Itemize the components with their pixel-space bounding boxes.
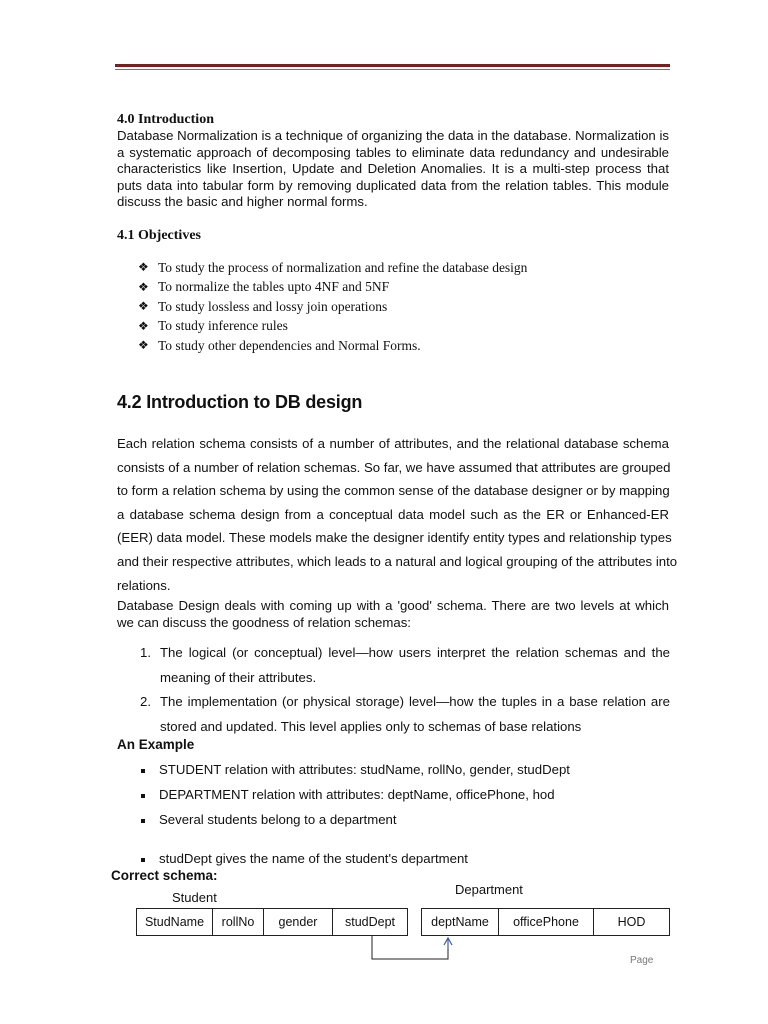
- square-bullet-icon: [141, 794, 145, 798]
- schema-cell: deptName: [422, 909, 499, 936]
- paragraph-line: (EER) data model. These models make the designer identify entity types and relationship types: [117, 530, 672, 546]
- schema-cell: gender: [264, 909, 333, 936]
- square-bullet-icon: [141, 769, 145, 773]
- diamond-bullet-icon: ❖: [138, 279, 149, 294]
- example-heading: An Example: [117, 737, 195, 752]
- example-list: [141, 757, 570, 832]
- design-paragraph: Database Design deals with coming up with a 'good' schema. There are two levels at which we can discuss the goodness of relation schemas:: [117, 598, 669, 630]
- schema-cell: HOD: [594, 909, 670, 936]
- schema-cell: StudName: [137, 909, 213, 936]
- schema-cell: officePhone: [499, 909, 594, 936]
- level-item: 2. The implementation (or physical storage) level—how the tuples in a base relation are stored and updated. This level applies only to schemas of base relations: [140, 690, 670, 739]
- db-design-heading: 4.2 Introduction to DB design: [117, 392, 363, 412]
- example-item: STUDENT relation with attributes: studName, rollNo, gender, studDept: [141, 757, 570, 782]
- paragraph-line: to form a relation schema by using the common sense of the database designer or by mapping: [117, 483, 670, 499]
- objectives-heading: 4.1 Objectives: [117, 228, 201, 243]
- example-item: studDept gives the name of the student's department: [141, 851, 468, 866]
- department-table-label: Department: [455, 882, 523, 897]
- paragraph-line: consists of a number of relation schemas. So far, we have assumed that attributes are grouped: [117, 459, 671, 475]
- objective-item: ❖ To study inference rules: [138, 318, 288, 334]
- diamond-bullet-icon: ❖: [138, 260, 149, 275]
- example-item: Several students belong to a department: [141, 807, 570, 832]
- header-rule: [115, 64, 670, 67]
- student-schema-table: [136, 908, 408, 936]
- schema-cell: studDept: [333, 909, 408, 936]
- student-table-label: Student: [172, 890, 217, 905]
- paragraph-line: relations.: [117, 577, 171, 593]
- objective-item: ❖ To normalize the tables upto 4NF and 5NF: [138, 279, 390, 295]
- square-bullet-icon: [141, 858, 145, 862]
- header-rule-thin: [115, 69, 670, 70]
- square-bullet-icon: [141, 819, 145, 823]
- objectives-list: [138, 258, 527, 356]
- schema-title: Correct schema:: [111, 868, 218, 883]
- intro-paragraph: Database Normalization is a technique of organizing the data in the database. Normalization is a systematic approach of decomposing tables to eliminate data redundancy and undesirable characteristics like Insertion, Update and Deletion Anomalies. It is a multi-step process that puts data into tabular form by removing duplicated data from the relation tables. This module discuss the basic and higher normal forms.: [117, 128, 669, 209]
- paragraph-line: a database schema design from a conceptual data model such as the ER or Enhanced-ER: [117, 506, 669, 522]
- example-item: DEPARTMENT relation with attributes: deptName, officePhone, hod: [141, 782, 570, 807]
- schema-cell: rollNo: [213, 909, 264, 936]
- diamond-bullet-icon: ❖: [138, 338, 149, 353]
- level-item: 1. The logical (or conceptual) level—how users interpret the relation schemas and the meaning of their attributes.: [140, 641, 670, 690]
- objective-item: ❖ To study lossless and lossy join operations: [138, 298, 388, 314]
- diamond-bullet-icon: ❖: [138, 299, 149, 314]
- department-schema-table: [421, 908, 670, 936]
- paragraph-line: and their respective attributes, which leads to a natural and logical grouping of the attributes into: [117, 553, 678, 569]
- paragraph-line: Each relation schema consists of a number of attributes, and the relational database schema: [117, 436, 669, 451]
- objective-item: ❖ To study other dependencies and Normal Forms.: [138, 337, 421, 353]
- page-number: Page: [630, 955, 654, 966]
- foreign-key-arrow: [368, 935, 458, 965]
- list-number: 1.: [140, 645, 151, 660]
- list-number: 2.: [140, 694, 151, 709]
- diamond-bullet-icon: ❖: [138, 318, 149, 333]
- levels-list: [140, 641, 670, 739]
- objective-item: ❖ To study the process of normalization and refine the database design: [138, 259, 528, 275]
- db-design-paragraph: [117, 432, 678, 597]
- intro-heading: 4.0 Introduction: [117, 112, 214, 127]
